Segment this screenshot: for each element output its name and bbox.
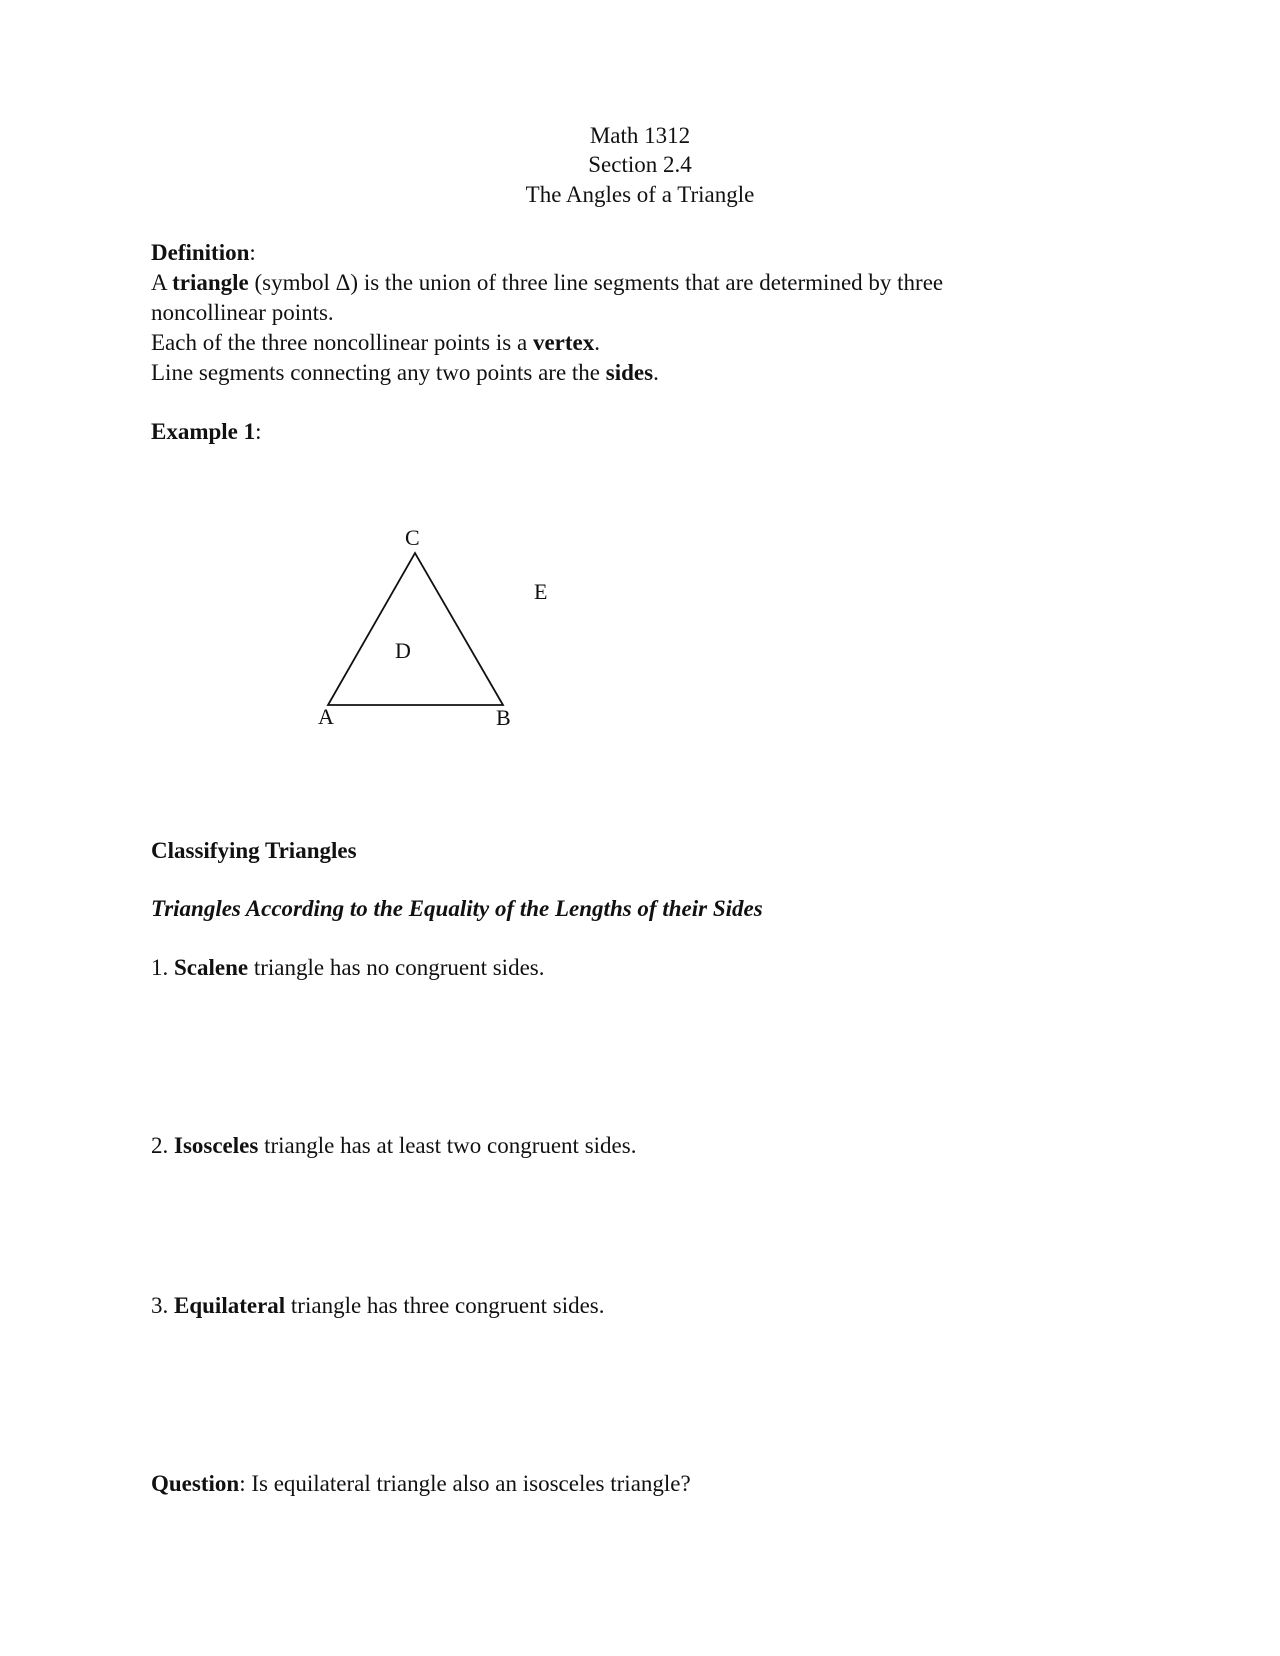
- definition-text: A: [151, 270, 173, 295]
- term-vertex: vertex: [532, 330, 595, 355]
- question-colon: :: [239, 1471, 246, 1496]
- exterior-point-label-e: E: [534, 579, 548, 604]
- vertex-label-a: A: [318, 704, 334, 729]
- definition-line-4: [151, 358, 659, 388]
- definition-text: Each of the three noncollinear points is a: [151, 330, 533, 355]
- question-label: Question: [151, 1471, 240, 1496]
- interior-point-label-d: D: [395, 638, 411, 663]
- definition-line-1: [151, 268, 943, 298]
- section-title: The Angles of a Triangle: [525, 182, 755, 207]
- list-description: triangle has no congruent sides.: [248, 955, 545, 980]
- list-item-isosceles: [151, 1131, 636, 1161]
- definition-text: (symbol Δ) is the union of three line segments that are determined by three: [248, 270, 944, 295]
- list-number: 2.: [151, 1133, 174, 1158]
- term-isosceles: Isosceles: [174, 1133, 259, 1158]
- classifying-subheading: Triangles According to the Equality of the Lengths of their Sides: [151, 896, 763, 921]
- term-equilateral: Equilateral: [174, 1293, 286, 1318]
- definition-heading: [151, 238, 256, 268]
- course-title: Math 1312: [589, 123, 691, 148]
- section-number: Section 2.4: [588, 152, 692, 177]
- classifying-heading: Classifying Triangles: [151, 838, 357, 863]
- vertex-label-c: C: [405, 525, 420, 550]
- question-line: [151, 1469, 691, 1499]
- example-heading: [151, 417, 262, 447]
- list-number: 3.: [151, 1293, 174, 1318]
- definition-line-2: noncollinear points.: [151, 300, 334, 325]
- definition-text: Line segments connecting any two points are the: [151, 360, 606, 385]
- list-description: triangle has three congruent sides.: [285, 1293, 605, 1318]
- vertex-label-b: B: [496, 705, 511, 730]
- list-description: triangle has at least two congruent sides.: [258, 1133, 637, 1158]
- question-text: Is equilateral triangle also an isosceles triangle?: [245, 1471, 691, 1496]
- example-colon: :: [255, 419, 262, 444]
- list-item-scalene: [151, 953, 544, 983]
- term-scalene: Scalene: [174, 955, 249, 980]
- term-triangle: triangle: [172, 270, 249, 295]
- definition-colon: :: [249, 240, 256, 265]
- triangle-figure: [300, 515, 560, 735]
- definition-label: Definition: [151, 240, 250, 265]
- term-sides: sides: [605, 360, 654, 385]
- list-item-equilateral: [151, 1291, 605, 1321]
- definition-text: .: [653, 360, 659, 385]
- definition-text: .: [594, 330, 600, 355]
- list-number: 1.: [151, 955, 174, 980]
- triangle-shape: [328, 553, 503, 705]
- example-label: Example 1: [151, 419, 256, 444]
- definition-line-3: [151, 328, 600, 358]
